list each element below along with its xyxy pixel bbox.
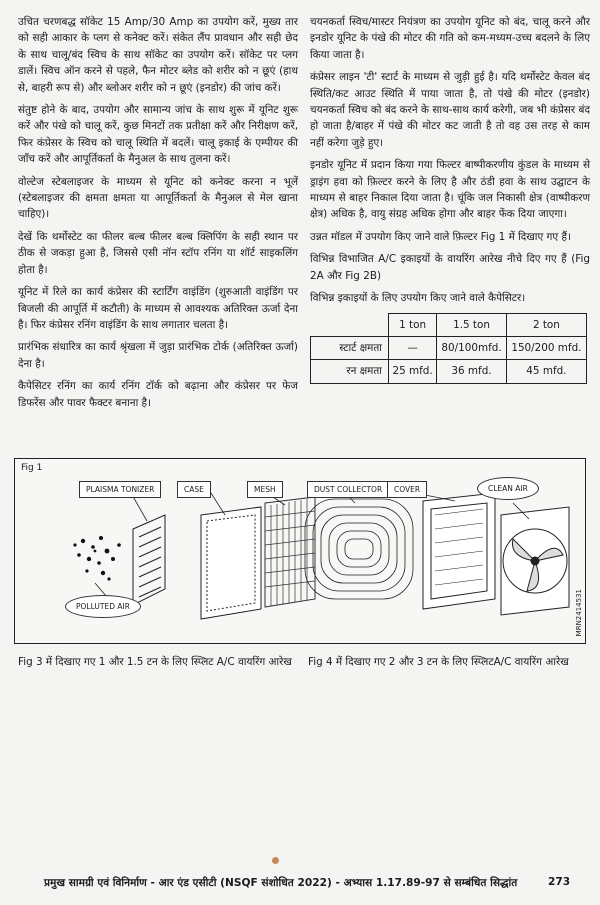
tag-plasma-ionizer: PLAISMA TONIZER	[79, 481, 161, 498]
table-cell: —	[389, 336, 437, 359]
right-column	[310, 14, 590, 384]
paragraph: उन्नत मॉडल में उपयोग किए जाने वाले फ़िल्टर Fig 1 में दिखाए गए हैं।	[310, 230, 571, 243]
paragraph: विभिन्न इकाइयों के लिए उपयोग किए जाने वाले कैपेसिटर।	[310, 292, 526, 305]
table-header-cell: 2 ton	[506, 313, 586, 336]
caption-fig3: Fig 3 में दिखाए गए 1 और 1.5 टन के लिए स्प्लिट A/C वायरिंग आरेख	[18, 656, 292, 668]
paragraph: प्रारंभिक संधारित्र का कार्य श्रृंखला में जुड़ा प्रारंभिक टोर्क (अतिरिक्त ऊर्जा) देना है।	[18, 341, 298, 370]
capacitor-table	[310, 313, 587, 384]
table-row	[311, 360, 587, 383]
table-header-row	[311, 313, 587, 336]
paragraph: कंप्रेसर लाइन 'टी' स्टार्ट के माध्यम से जुड़ी हुई है। यदि थर्मोस्टेट केवल बंद स्थिति/कट आउट स्थिति में पाया जाता है, तो पंखे की मोटर (इनडोर) चयनकर्ता स्विच को बंद करने के साथ-साथ कार्य करेगी, जब भी कंप्रेसर बंद हो जाता है/बाहर में पंखे की मोटर कट जाती है तो वह उस तरह से काम नहीं करेगा जुड़े हुए।	[310, 71, 590, 149]
table-row	[311, 336, 587, 359]
page-number: 273	[548, 876, 571, 888]
tag-dust-collector: DUST COLLECTOR	[307, 481, 389, 498]
table-cell: 45 mfd.	[506, 360, 586, 383]
table-header-cell	[311, 313, 389, 336]
filter-figure	[14, 458, 586, 644]
figure-code: MRN2414531	[575, 589, 583, 637]
cover-frame	[423, 493, 495, 609]
fan-housing	[501, 507, 569, 615]
paragraph: चयनकर्ता स्विच/मास्टर नियंत्रण का उपयोग यूनिट को बंद, चालू करने और इनडोर यूनिट के पंखे की मोटर की गति को कम-मध्यम-उच्च बदलने के लिए किया जाता है।	[310, 16, 590, 61]
left-column	[18, 14, 298, 417]
case-panel	[201, 507, 261, 619]
smudge-mark	[272, 857, 279, 864]
table-header-cell: 1 ton	[389, 313, 437, 336]
tag-cover: COVER	[387, 481, 427, 498]
figure-label: Fig 1	[21, 463, 43, 473]
paragraph: वोल्टेज स्टेबलाइजर के माध्यम से यूनिट को कनेक्ट करना न भूलें (स्टेबलाइजर की क्षमता क्षमता या आपूर्तिकर्ता के मैनुअल से मेल खाना चाहिए)।	[18, 175, 298, 221]
table-cell: 80/100mfd.	[437, 336, 507, 359]
paragraph: कैपेसिटर रनिंग का कार्य रनिंग टॉर्क को बढ़ाना और कंप्रेसर पर फेज डिफरेंस और पावर फैक्टर बनाना है।	[18, 380, 298, 409]
paragraph: उचित चरणबद्ध सॉकेट 15 Amp/30 Amp का उपयोग करें, मुख्य तार को सही आकार के प्लग से कनेक्ट करें। संकेत लैंप प्रावधान और सही छेद के साथ चालू/बंद स्विच के साथ सॉकेट का उपयोग करें। सॉकेट पर प्लग डालें। स्विच ऑन करने से पहले, फैन मोटर ब्लेड को शरीर को न छूएं (हाथ से, बाहरी रूप से) और ब्लोअर शरीर को न छूएं (इनडोर) की जांच करें।	[18, 16, 298, 94]
table-header-cell: 1.5 ton	[437, 313, 507, 336]
paragraph: इनडोर यूनिट में प्रदान किया गया फिल्टर बाष्पीकरणीय कुंडल के माध्यम से ड्राइंग हवा को फ़िल्टर करने के लिए है और ठंडी हवा के साथ उद्घाटन के माध्यम से बाहर निकाल दिया जाता है। चूंकि जल निकासी क्षेत्र (वाष्पीकरण क्षेत्र) अधिक है, वायु संग्रह अधिक होगा और बाहर फेंक दिया जाएगा।	[310, 159, 590, 221]
tag-case: CASE	[177, 481, 211, 498]
table-cell: 25 mfd.	[389, 360, 437, 383]
table-cell: 150/200 mfd.	[506, 336, 586, 359]
caption-fig4: Fig 4 में दिखाए गए 2 और 3 टन के लिए स्प्लिटA/C वायरिंग आरेख	[308, 656, 569, 668]
page-footer: प्रमुख सामग्री एवं विनिर्माण - आर एंड एसीटी (NSQF संशोधित 2022) - अभ्यास 1.17.89-97 से सम्बंधित सिद्धांत	[44, 877, 518, 889]
paragraph: विभिन्न विभाजित A/C इकाइयों के वायरिंग आरेख नीचे दिए गए हैं (Fig 2A और Fig 2B)	[310, 253, 590, 282]
tag-mesh: MESH	[247, 481, 283, 498]
plasma-ionizer-panel	[133, 515, 165, 605]
polluted-air-particles	[73, 536, 120, 581]
tag-polluted-air: POLLUTED AIR	[65, 595, 141, 618]
paragraph: संतुष्ट होने के बाद, उपयोग और सामान्य जांच के साथ शुरू में यूनिट शुरू करें और पंखे को चालू करें, कुछ मिनटों तक प्रतीक्षा करें और निरीक्षण करें, फिर कंप्रेसर के स्विच को चालू स्थिति में बदलें। चालू इकाई के एम्पीयर की जाँच करें और आपूर्तिकर्ता के मैनुअल के साथ तुलना करें।	[18, 104, 298, 166]
table-cell: 36 mfd.	[437, 360, 507, 383]
mesh-panel	[265, 497, 315, 607]
tag-clean-air: CLEAN AIR	[477, 477, 539, 500]
dust-collector-coil	[305, 499, 413, 599]
table-row-label: रन क्षमता	[311, 360, 389, 383]
table-row-label: स्टार्ट क्षमता	[311, 336, 389, 359]
paragraph: यूनिट में रिले का कार्य कंप्रेसर की स्टार्टिंग वाइंडिंग (शुरुआती वाइंडिंग पर बिजली की आपूर्ति में कटौती) के माध्यम से आवश्यक अतिरिक्त ऊर्जा देना है। फिर कंप्रेसर रनिंग वाइंडिंग के साथ लगातार चलता है।	[18, 286, 298, 331]
paragraph: देखें कि थर्मोस्टेट का फीलर बल्ब फीलर बल्ब क्लिपिंग के सही स्थान पर ठीक से जकड़ा हुआ है, जिससे एसी नॉन स्टॉप रनिंग या शॉर्ट साइकलिंग होता है।	[18, 230, 298, 276]
